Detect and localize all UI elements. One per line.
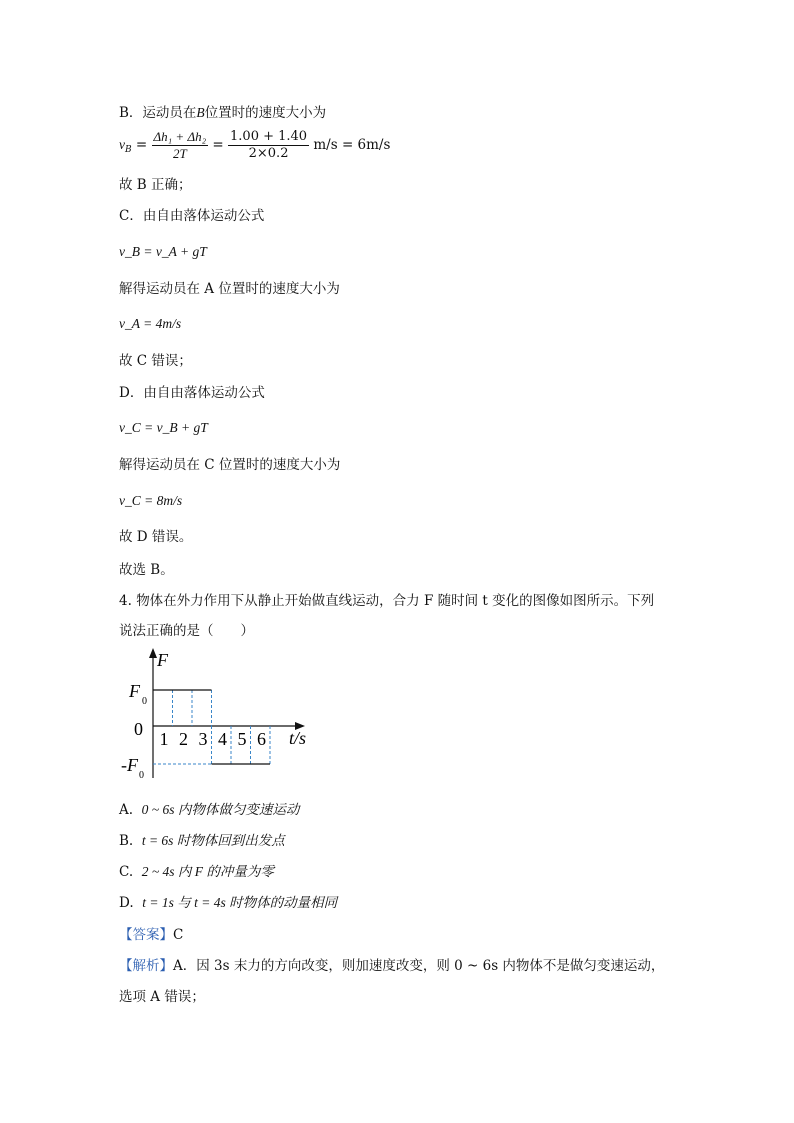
option-a: A. 0 ~ 6s 内物体做匀变速运动 bbox=[119, 802, 300, 818]
x-tick-3: 3 bbox=[198, 729, 208, 749]
question-4-line2: 说法正确的是（ ） bbox=[119, 623, 254, 639]
part-d-conclusion: 故 D 错误。 bbox=[119, 529, 193, 545]
fraction-symbolic: $\frac{\text{Δh₁ + Δh₂}}{2T}$ bbox=[153, 129, 207, 161]
y-tick-F0-sub: 0 bbox=[142, 696, 147, 707]
x-tick-1: 1 bbox=[159, 729, 169, 749]
x-tick-4: 4 bbox=[218, 729, 227, 749]
x-tick-5: 5 bbox=[237, 729, 247, 749]
part-c-formula: v_B = v_A + gT bbox=[119, 244, 207, 259]
option-b: B. t = 6s 时物体回到出发点 bbox=[119, 833, 285, 849]
part-d-heading: D．由自由落体运动公式 bbox=[119, 385, 265, 401]
part-c-conclusion: 故 C 错误； bbox=[119, 353, 192, 369]
y-tick-negF0: -F bbox=[121, 755, 138, 775]
part-d-solve: 解得运动员在 C 位置时的速度大小为 bbox=[119, 457, 341, 473]
y-tick-zero: 0 bbox=[134, 719, 143, 739]
analysis-line1: 【解析】A．因 3s 末力的方向改变，则加速度改变，则 0 ~ 6s 内物体不是做匀变速运动， bbox=[119, 958, 665, 974]
y-axis-label: F bbox=[157, 650, 168, 670]
analysis-line2: 选项 A 错误； bbox=[119, 989, 205, 1005]
force-time-graph bbox=[119, 646, 319, 786]
part-c-solve: 解得运动员在 A 位置时的速度大小为 bbox=[119, 281, 340, 297]
answer-tag: 【答案】 bbox=[119, 927, 173, 943]
option-d: D. t = 1s 与 t = 4s 时物体的动量相同 bbox=[119, 895, 338, 911]
part-c-heading: C．由自由落体运动公式 bbox=[119, 208, 265, 224]
part-b-conclusion: 故 B 正确； bbox=[119, 177, 192, 193]
part-d-formula: v_C = v_B + gT bbox=[119, 420, 208, 435]
part-d-result: v_C = 8m/s bbox=[119, 493, 183, 508]
part-b-heading: B．运动员在B位置时的速度大小为 bbox=[119, 105, 327, 121]
x-tick-6: 6 bbox=[257, 729, 266, 749]
answer-line: 【答案】C bbox=[119, 927, 184, 943]
y-tick-negF0-sub: 0 bbox=[139, 770, 144, 781]
part-c-result: v_A = 4m/s bbox=[119, 316, 182, 331]
final-choice: 故选 B。 bbox=[119, 562, 174, 578]
question-4-line1: 4. 物体在外力作用下从静止开始做直线运动，合力 F 随时间 t 变化的图像如图所示。下列 bbox=[119, 593, 655, 609]
option-c: C. 2 ~ 4s 内 F 的冲量为零 bbox=[119, 864, 274, 880]
x-axis-label: t/s bbox=[289, 728, 307, 748]
analysis-tag: 【解析】 bbox=[119, 958, 173, 974]
y-axis-arrow bbox=[149, 648, 157, 658]
x-tick-2: 2 bbox=[179, 729, 188, 749]
y-tick-F0: F bbox=[129, 681, 140, 701]
fraction-numeric: $\frac{1.00 + 1.40}{2\times 0.2}$ bbox=[230, 129, 308, 161]
equation-vb: $v_B$ = $\frac{\text{Δh₁ + Δh₂}}{2T}$ = $\frac{1.00 + 1.40}{2\times 0.2}$ m/s = 6m/s bbox=[119, 129, 391, 161]
